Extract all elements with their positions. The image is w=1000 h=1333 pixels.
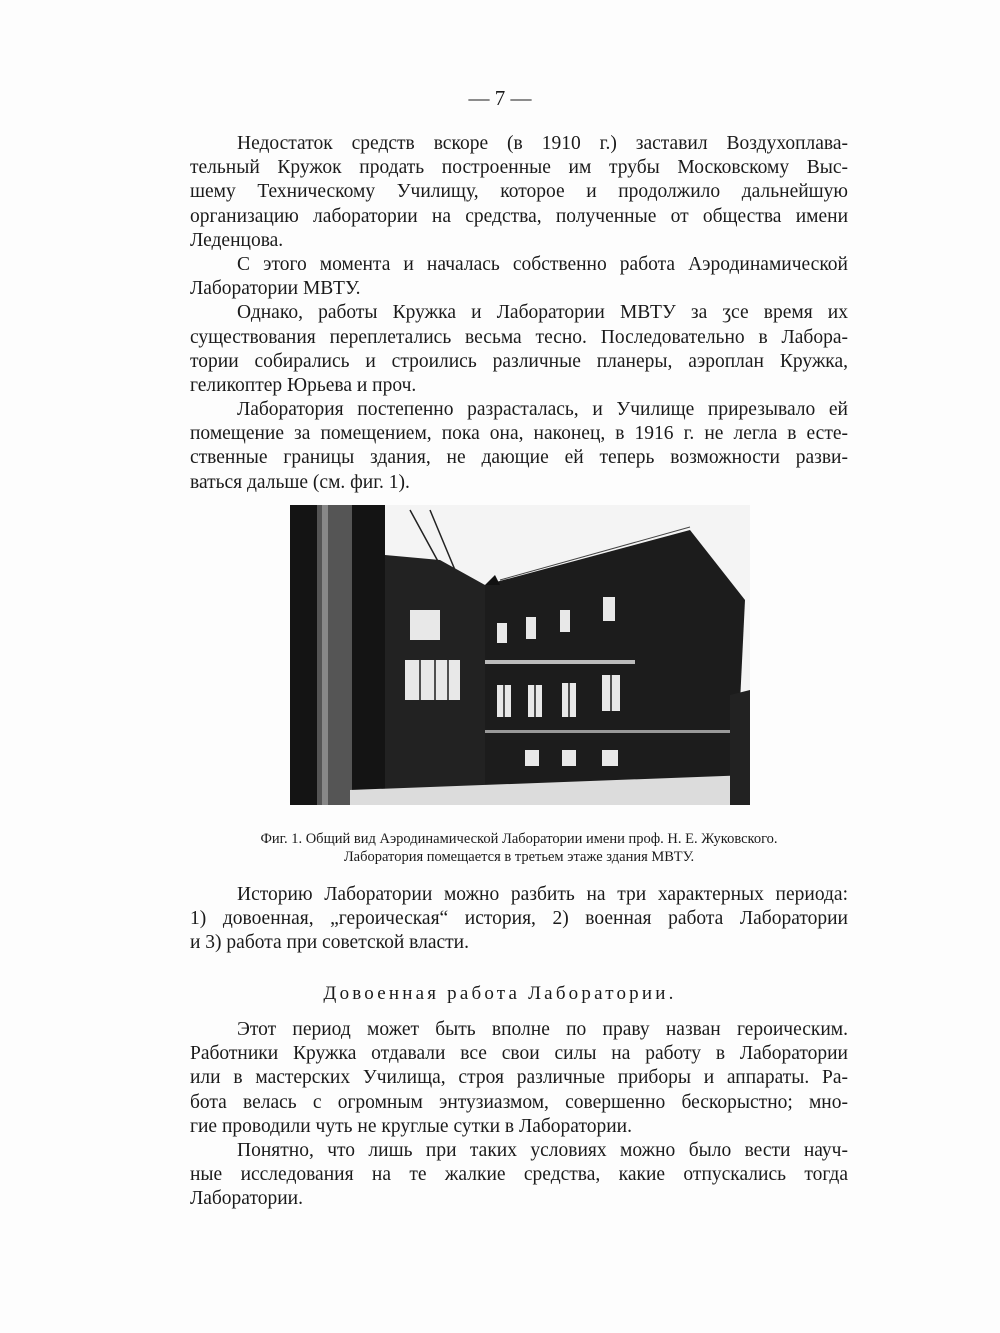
paragraph-periods: [190, 883, 848, 956]
text-line: Лаборатории.: [190, 1188, 303, 1210]
text-line: 1) довоенная, „героическая“ история, 2) военная работа Лаборатории: [190, 908, 848, 930]
text-line: ваться дальше (см. фиг. 1).: [190, 471, 410, 493]
caption-line: Лаборатория помещается в третьем этаже здания МВТУ.: [343, 849, 695, 865]
text-line: помещение за помещением, пока она, наконец, в 1916 г. не легла в есте-: [190, 423, 848, 445]
text-block-bottom: [190, 1018, 848, 1212]
caption-line: Фиг. 1. Общий вид Аэродинамической Лаборатории имени проф. Н. Е. Жуковского.: [260, 831, 778, 847]
section-heading: Довоенная работа Лаборатории.: [323, 983, 677, 1004]
text-block-top: [190, 132, 848, 495]
text-line: тельный Кружок продать построенные им трубы Московскому Выс-: [190, 157, 848, 179]
text-line: тории собирались и строились различные планеры, аэроплан Кружка,: [190, 350, 848, 372]
text-line: ные исследования на те жалкие средства, какие отпускались тогда: [190, 1164, 848, 1186]
text-line: геликоптер Юрьева и проч.: [190, 374, 417, 396]
text-line: Этот период может быть вполне по праву назван героическим.: [237, 1019, 848, 1040]
text-line: и 3) работа при советской власти.: [190, 932, 469, 954]
text-line: ственные границы здания, не дающие ей теперь возможности разви-: [190, 447, 848, 469]
text-line: или в мастерских Училища, строя различные приборы и аппараты. Ра-: [190, 1067, 848, 1089]
text-line: шему Техническому Училищу, которое и продолжило дальнейшую: [190, 181, 848, 203]
text-line: Лаборатория постепенно разрасталась, и Училище прирезывало ей: [237, 399, 848, 421]
figure-caption: [190, 830, 848, 866]
text-line: С этого момента и началась собственно работа Аэродинамической: [237, 253, 848, 275]
text-line: Недостаток средств вскоре (в 1910 г.) заставил Воздухоплава-: [237, 133, 848, 154]
figure-1-photo: [290, 505, 750, 805]
text-line: Леденцова.: [190, 229, 284, 251]
text-line: Историю Лаборатории можно разбить на три характерных периода:: [237, 884, 848, 905]
text-line: Лаборатории МВТУ.: [190, 278, 361, 300]
text-line: существования переплетались весьма тесно. Последовательно в Лабора-: [190, 326, 848, 348]
text-line: Однако, работы Кружка и Лаборатории МВТУ за ʒсе время их: [237, 302, 848, 324]
text-line: Понятно, что лишь при таких условиях можно было вести науч-: [237, 1139, 848, 1161]
text-line: организацию лаборатории на средства, полученные от общества имени: [190, 205, 848, 227]
text-line: Работники Кружка отдавали все свои силы на работу в Лаборатории: [190, 1043, 848, 1065]
page-number: — 7 —: [468, 86, 532, 110]
text-line: гие проводили чуть не круглые сутки в Лаборатории.: [190, 1115, 632, 1137]
text-line: бота велась с огромным энтузиазмом, совершенно бескорыстно; мно-: [190, 1091, 848, 1113]
